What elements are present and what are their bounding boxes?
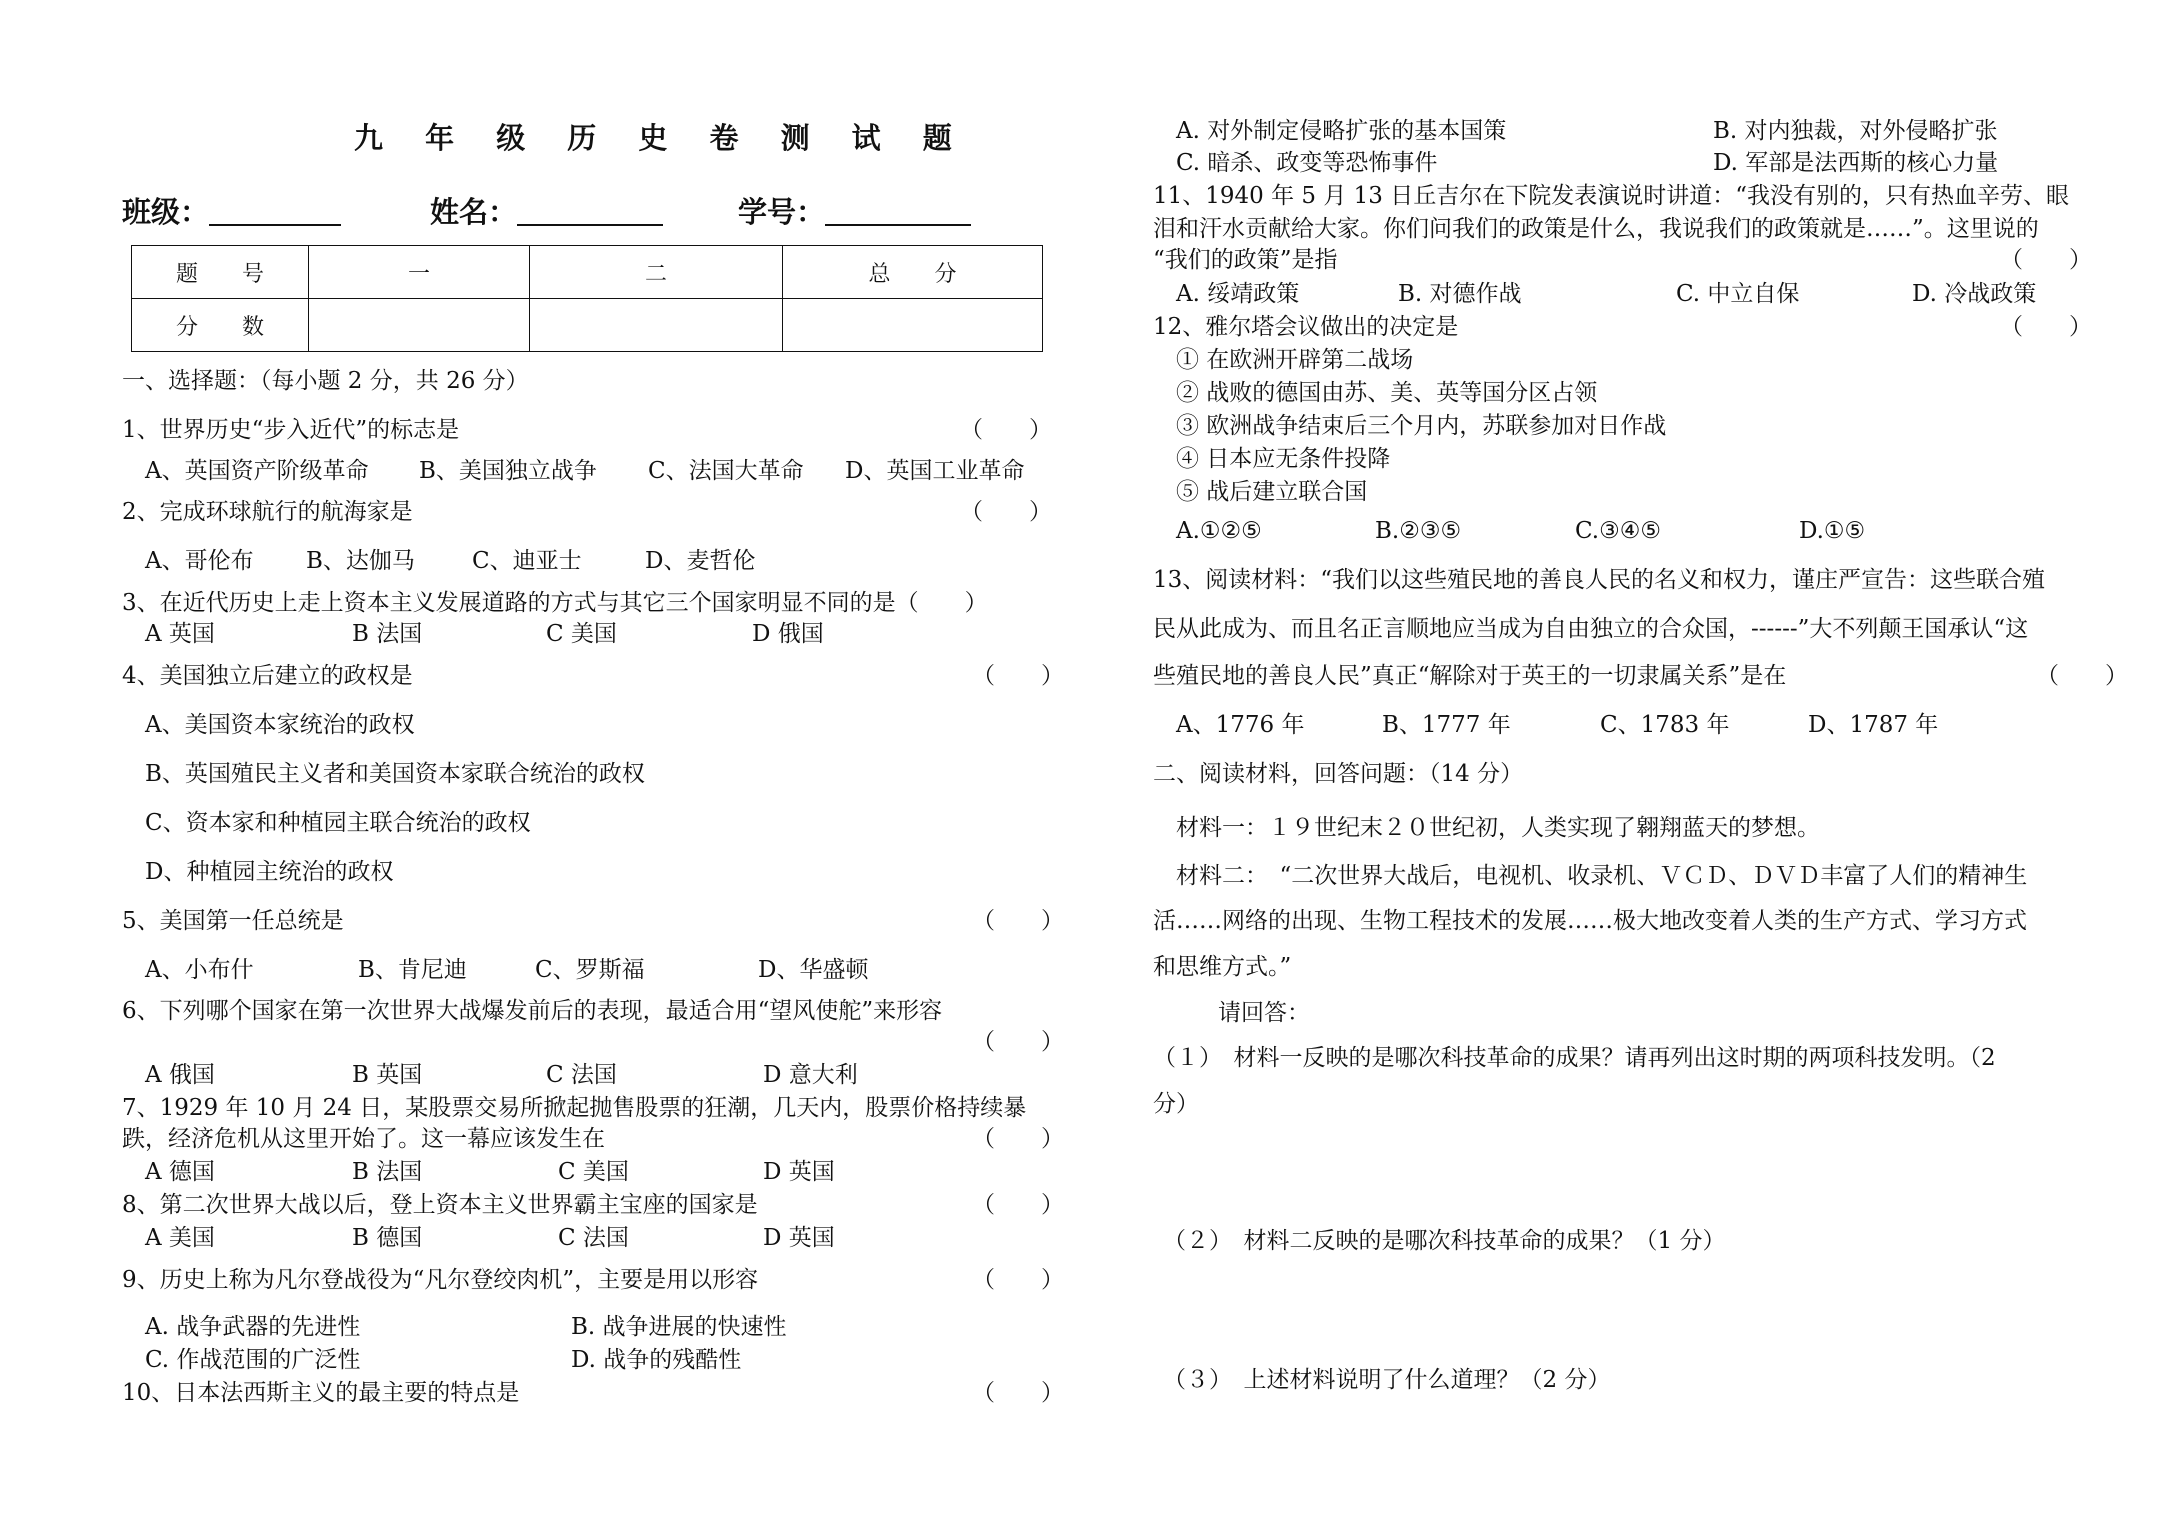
score-cell-section-2: 二 [530, 246, 783, 299]
q12-item-2: ② 战败的德国由苏、美、英等国分区占领 [1176, 380, 1598, 406]
q11-answer-blank[interactable]: （ ） [2000, 247, 2092, 273]
q1-option-a[interactable]: A、英国资产阶级革命 [145, 458, 369, 484]
class-label: 班级： [122, 195, 210, 229]
score-cell-question-number: 题 号 [132, 246, 309, 299]
q4-stem: 4、美国独立后建立的政权是 [122, 663, 413, 689]
q11-option-d[interactable]: D. 冷战政策 [1912, 281, 2037, 307]
score-table-score-row [132, 299, 1043, 352]
q13-stem-line3: 些殖民地的善良人民”真正“解除对于英王的一切隶属关系”是在 [1153, 663, 1787, 689]
q7-option-c[interactable]: C 美国 [558, 1159, 629, 1185]
q11-option-c[interactable]: C. 中立自保 [1676, 281, 1800, 307]
section2-heading: 二、阅读材料，回答问题：（14 分） [1153, 761, 1524, 787]
q8-option-d[interactable]: D 英国 [763, 1225, 835, 1251]
q8-option-b[interactable]: B 德国 [352, 1225, 423, 1251]
q10-option-b[interactable]: B. 对内独裁，对外侵略扩张 [1713, 118, 1998, 144]
q12-stem: 12、雅尔塔会议做出的决定是 [1153, 314, 1459, 340]
answer-area-1[interactable] [1153, 1122, 2113, 1212]
q13-option-d[interactable]: D、1787 年 [1808, 712, 1939, 738]
answer-prompt: 请回答： [1218, 1000, 1310, 1026]
name-field[interactable] [430, 195, 663, 229]
q3-option-b[interactable]: B 法国 [352, 621, 423, 647]
id-blank[interactable] [825, 198, 971, 226]
score-cell-total: 总 分 [783, 246, 1043, 299]
q7-option-b[interactable]: B 法国 [352, 1159, 423, 1185]
q13-stem-line2: 民从此成为、而且名正言顺地应当成为自由独立的合众国，------”大不列颠王国承认“这 [1153, 616, 2029, 642]
q12-item-1: ① 在欧洲开辟第二战场 [1176, 347, 1414, 373]
score-table [131, 245, 1043, 352]
q6-option-a[interactable]: A 俄国 [145, 1062, 215, 1088]
q3-option-a[interactable]: A 英国 [145, 621, 215, 647]
name-blank[interactable] [517, 198, 663, 226]
q13-option-c[interactable]: C、1783 年 [1600, 712, 1730, 738]
q10-answer-blank[interactable]: （ ） [972, 1380, 1064, 1406]
q7-answer-blank[interactable]: （ ） [972, 1126, 1064, 1152]
score-cell-score-label: 分 数 [132, 299, 309, 352]
score-cell-section-1: 一 [309, 246, 530, 299]
answer-area-3[interactable] [1153, 1400, 2113, 1500]
answer-area-2[interactable] [1153, 1262, 2113, 1362]
name-label: 姓名： [430, 195, 518, 229]
id-label: 学号： [738, 195, 826, 229]
q3-stem: 3、在近代历史上走上资本主义发展道路的方式与其它三个国家明显不同的是（ ） [122, 590, 988, 616]
q2-option-c[interactable]: C、迪亚士 [472, 548, 582, 574]
q11-stem-line3: “我们的政策”是指 [1153, 247, 1338, 273]
q7-option-d[interactable]: D 英国 [763, 1159, 835, 1185]
q12-item-5: ⑤ 战后建立联合国 [1176, 479, 1368, 505]
sub-question-2: （２） 材料二反映的是哪次科技革命的成果？（1 分） [1163, 1228, 1726, 1254]
q9-option-b[interactable]: B. 战争进展的快速性 [571, 1314, 787, 1340]
sub-question-3: （３） 上述材料说明了什么道理？（2 分） [1163, 1367, 1611, 1393]
score-input-section-1[interactable] [309, 299, 530, 352]
q5-option-c[interactable]: C、罗斯福 [535, 957, 645, 983]
score-input-section-2[interactable] [530, 299, 783, 352]
q3-option-d[interactable]: D 俄国 [752, 621, 824, 647]
q2-option-d[interactable]: D、麦哲伦 [645, 548, 756, 574]
q4-option-a[interactable]: A、美国资本家统治的政权 [145, 712, 415, 738]
score-table-header-row [132, 246, 1043, 299]
q11-stem-line1: 11、1940 年 5 月 13 日丘吉尔在下院发表演说时讲道：“我没有别的，只有热血辛劳、眼 [1153, 183, 2070, 209]
id-field[interactable] [738, 195, 971, 229]
q12-answer-blank[interactable]: （ ） [2000, 314, 2092, 340]
q2-option-a[interactable]: A、哥伦布 [145, 548, 254, 574]
q8-stem: 8、第二次世界大战以后，登上资本主义世界霸主宝座的国家是 [122, 1192, 758, 1218]
sub-question-1-line1: （１） 材料一反映的是哪次科技革命的成果？请再列出这时期的两项科技发明。（2 [1153, 1045, 1996, 1071]
material-2-line3: 和思维方式。” [1153, 954, 1292, 980]
q9-option-c[interactable]: C. 作战范围的广泛性 [145, 1347, 361, 1373]
q9-option-d[interactable]: D. 战争的残酷性 [571, 1347, 742, 1373]
q12-item-3: ③ 欧洲战争结束后三个月内，苏联参加对日作战 [1176, 413, 1667, 439]
q12-option-a[interactable]: A.①②⑤ [1176, 518, 1262, 544]
q6-option-d[interactable]: D 意大利 [763, 1062, 858, 1088]
q4-answer-blank[interactable]: （ ） [972, 663, 1064, 689]
q11-option-b[interactable]: B. 对德作战 [1398, 281, 1522, 307]
q13-option-b[interactable]: B、1777 年 [1382, 712, 1511, 738]
q1-stem: 1、世界历史“步入近代”的标志是 [122, 417, 460, 443]
q6-stem: 6、下列哪个国家在第一次世界大战爆发前后的表现，最适合用“望风使舵”来形容 [122, 998, 943, 1024]
q12-option-c[interactable]: C.③④⑤ [1575, 518, 1661, 544]
section1-heading: 一、选择题：（每小题 2 分，共 26 分） [122, 368, 529, 394]
q1-option-c[interactable]: C、法国大革命 [648, 458, 804, 484]
q10-option-a[interactable]: A. 对外制定侵略扩张的基本国策 [1176, 118, 1507, 144]
q5-option-a[interactable]: A、小布什 [145, 957, 254, 983]
q13-answer-blank[interactable]: （ ） [2036, 663, 2128, 689]
q10-option-c[interactable]: C. 暗杀、政变等恐怖事件 [1176, 150, 1438, 176]
q11-option-a[interactable]: A. 绥靖政策 [1176, 281, 1300, 307]
q5-option-d[interactable]: D、华盛顿 [758, 957, 869, 983]
q4-option-d[interactable]: D、种植园主统治的政权 [145, 859, 394, 885]
q4-option-c[interactable]: C、资本家和种植园主联合统治的政权 [145, 810, 531, 836]
q10-option-d[interactable]: D. 军部是法西斯的核心力量 [1713, 150, 1999, 176]
q2-option-b[interactable]: B、达伽马 [306, 548, 415, 574]
class-field[interactable] [122, 195, 341, 229]
q8-option-a[interactable]: A 美国 [145, 1225, 215, 1251]
material-2-line1: 材料二： “二次世界大战后，电视机、收录机、ＶＣＤ、ＤＶＤ丰富了人们的精神生 [1176, 863, 2028, 889]
q3-option-c[interactable]: C 美国 [546, 621, 617, 647]
material-1: 材料一：１９世纪末２０世纪初，人类实现了翱翔蓝天的梦想。 [1176, 815, 1820, 841]
q5-answer-blank[interactable]: （ ） [972, 908, 1064, 934]
q7-option-a[interactable]: A 德国 [145, 1159, 215, 1185]
q2-stem: 2、完成环球航行的航海家是 [122, 499, 413, 525]
q9-answer-blank[interactable]: （ ） [972, 1267, 1064, 1293]
q12-item-4: ④ 日本应无条件投降 [1176, 446, 1391, 472]
q13-stem-line1: 13、阅读材料：“我们以这些殖民地的善良人民的名义和权力，谨庄严宣告：这些联合殖 [1153, 567, 2046, 593]
q6-option-c[interactable]: C 法国 [546, 1062, 617, 1088]
q7-stem-line2: 跌，经济危机从这里开始了。这一幕应该发生在 [122, 1126, 605, 1152]
class-blank[interactable] [209, 198, 341, 226]
q8-option-c[interactable]: C 法国 [558, 1225, 629, 1251]
q12-option-b[interactable]: B.②③⑤ [1375, 518, 1462, 544]
q2-answer-blank[interactable]: （ ） [960, 499, 1052, 525]
q10-stem: 10、日本法西斯主义的最主要的特点是 [122, 1380, 520, 1406]
q6-option-b[interactable]: B 英国 [352, 1062, 423, 1088]
q12-option-d[interactable]: D.①⑤ [1799, 518, 1866, 544]
q6-answer-blank[interactable]: （ ） [972, 1029, 1064, 1055]
material-2-line2: 活……网络的出现、生物工程技术的发展……极大地改变着人类的生产方式、学习方式 [1153, 908, 2027, 934]
q9-option-a[interactable]: A. 战争武器的先进性 [145, 1314, 361, 1340]
q5-stem: 5、美国第一任总统是 [122, 908, 344, 934]
q11-stem-line2: 泪和汗水贡献给大家。你们问我们的政策是什么，我说我们的政策就是……”。这里说的 [1153, 216, 2039, 242]
q13-option-a[interactable]: A、1776 年 [1176, 712, 1305, 738]
score-input-total[interactable] [783, 299, 1043, 352]
sub-question-1-line2: 分） [1153, 1091, 1199, 1117]
q9-stem: 9、历史上称为凡尔登战役为“凡尔登绞肉机”，主要是用以形容 [122, 1267, 759, 1293]
q1-answer-blank[interactable]: （ ） [960, 417, 1052, 443]
q4-option-b[interactable]: B、英国殖民主义者和美国资本家联合统治的政权 [145, 761, 645, 787]
q1-option-d[interactable]: D、英国工业革命 [845, 458, 1025, 484]
q7-stem-line1: 7、1929 年 10 月 24 日，某股票交易所掀起抛售股票的狂潮，几天内，股票价格持续暴 [122, 1095, 1027, 1121]
page-title: 九 年 级 历 史 卷 测 试 题 [354, 121, 968, 155]
q8-answer-blank[interactable]: （ ） [972, 1192, 1064, 1218]
q5-option-b[interactable]: B、肯尼迪 [358, 957, 467, 983]
q1-option-b[interactable]: B、美国独立战争 [419, 458, 597, 484]
